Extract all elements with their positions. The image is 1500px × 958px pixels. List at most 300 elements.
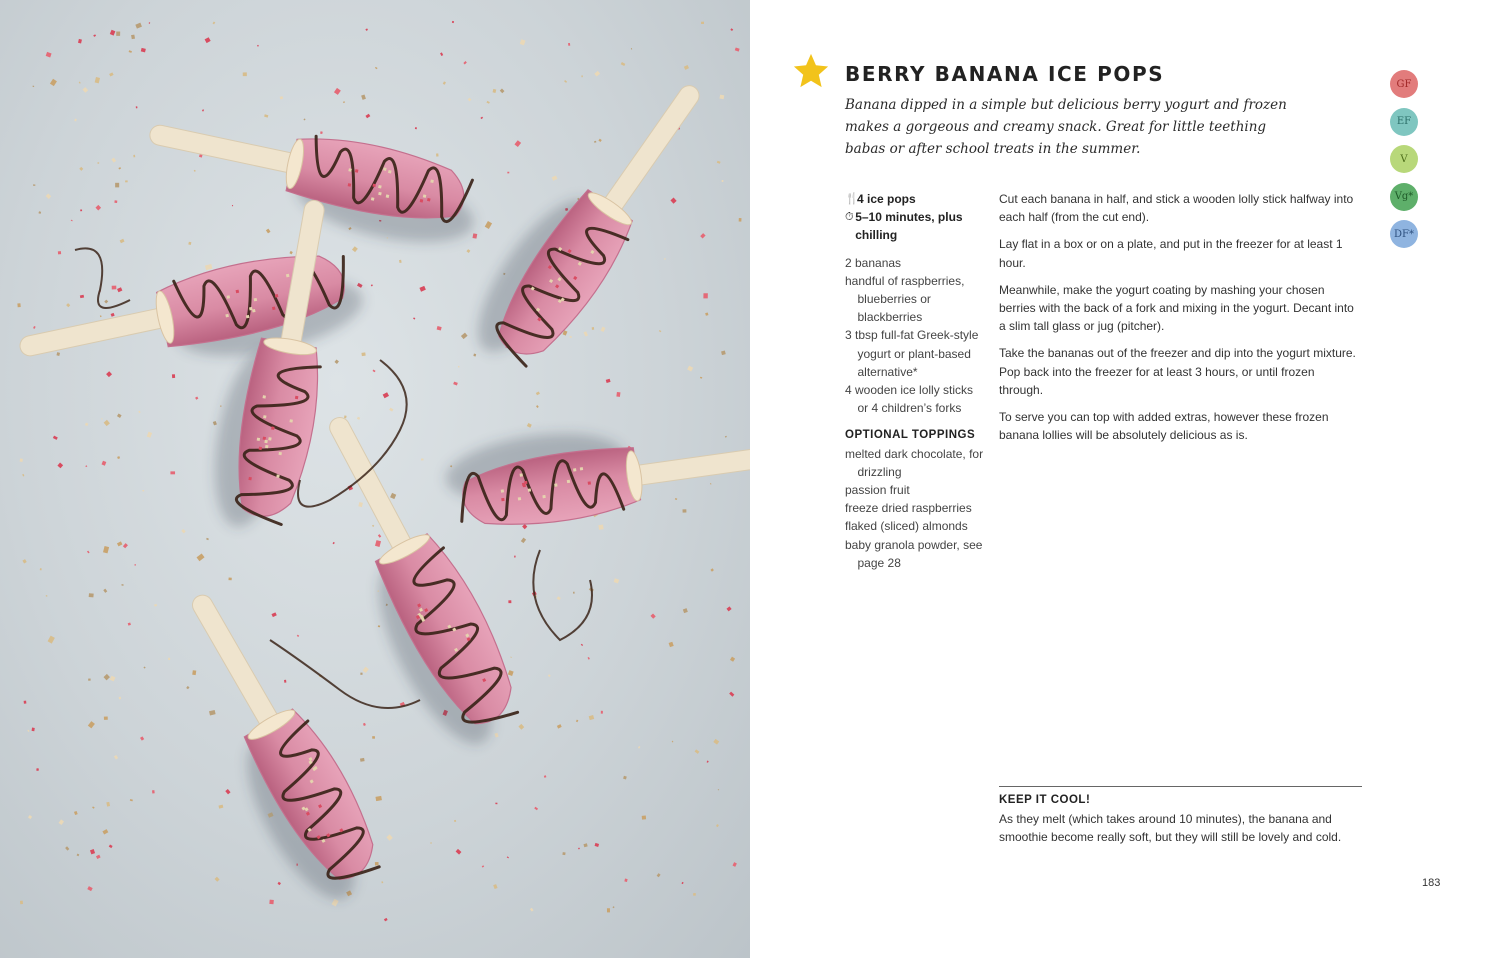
crumb <box>117 413 122 417</box>
crumb <box>557 724 562 728</box>
crumb <box>494 733 498 738</box>
crumb <box>493 884 497 889</box>
recipe-intro: Banana dipped in a simple but delicious berry yogurt and frozen makes a gorgeous and creamy snack. Great for little teething babas or after school treats in the summer. <box>845 97 1287 157</box>
crumb <box>695 749 700 754</box>
crumb <box>100 315 102 317</box>
crumb <box>284 680 286 683</box>
crumb <box>527 423 532 428</box>
crumb <box>27 730 29 732</box>
crumb <box>623 776 627 780</box>
egg-free-badge: EF <box>1390 108 1418 136</box>
crumb <box>46 193 52 198</box>
crumb <box>598 525 603 530</box>
crumb <box>103 674 109 680</box>
crumb <box>573 592 575 594</box>
crumb <box>206 538 209 541</box>
crumb <box>616 392 620 397</box>
crumb <box>583 843 587 847</box>
topping-sprinkle <box>248 477 251 480</box>
crumb <box>125 180 128 182</box>
crumb <box>20 901 23 905</box>
crumb <box>595 843 600 847</box>
topping-sprinkle <box>423 194 427 198</box>
crumb <box>138 411 140 414</box>
topping-sprinkle <box>573 468 576 471</box>
topping-sprinkle <box>523 484 526 487</box>
crumb <box>136 106 138 108</box>
crumb <box>57 463 63 469</box>
crumb <box>280 96 284 99</box>
crumb <box>436 153 439 156</box>
crumb <box>232 205 233 206</box>
topping-sprinkle <box>501 498 504 501</box>
crumb <box>80 295 84 298</box>
crumb <box>101 418 103 420</box>
crumb <box>480 117 483 120</box>
crumb <box>360 673 362 675</box>
recipe-title: BERRY BANANA ICE POPS <box>845 62 1165 86</box>
crumb <box>53 436 58 440</box>
crumb <box>415 127 417 129</box>
crumb <box>669 642 674 647</box>
crumb <box>544 775 547 778</box>
crumb <box>621 62 626 66</box>
crumb <box>22 559 26 563</box>
crumb <box>85 423 88 426</box>
crumb <box>514 555 516 557</box>
crumb <box>257 45 259 47</box>
crumb <box>228 577 231 580</box>
crumb <box>703 293 707 298</box>
crumb <box>534 807 538 811</box>
crumb <box>243 72 247 76</box>
topping-sprinkle <box>236 290 240 294</box>
crumb <box>74 811 78 815</box>
crumb <box>266 229 271 234</box>
ice-pop <box>149 578 396 914</box>
crumb <box>493 89 497 93</box>
crumb <box>192 670 196 675</box>
crumb <box>718 789 719 790</box>
crumb <box>33 184 35 185</box>
crumb <box>50 79 57 86</box>
crumb <box>202 109 204 111</box>
crumb <box>363 723 366 726</box>
crumb <box>209 710 216 715</box>
crumb <box>154 604 157 607</box>
method-step: Take the bananas out of the freezer and dip into the yogurt mixture. Pop back into the freezer for at least 3 hours, or until frozen through. <box>999 346 1356 397</box>
crumb <box>143 666 145 668</box>
topping-sprinkle <box>254 298 258 302</box>
crumb <box>135 23 142 29</box>
crumb <box>131 35 135 40</box>
crumb <box>117 456 120 459</box>
crumb <box>670 198 676 204</box>
topping-sprinkle <box>272 307 276 311</box>
crumb <box>17 303 20 307</box>
topping-sprinkle <box>249 307 253 311</box>
tip-body: As they melt (which takes around 10 minutes), the banana and smoothie become really soft, but they will still be lovely and cold. <box>999 812 1342 845</box>
toppings-heading: OPTIONAL TOPPINGS <box>845 429 976 442</box>
topping-sprinkle <box>528 488 531 491</box>
crumb <box>170 471 175 474</box>
crumb <box>360 758 365 762</box>
crumb <box>38 211 41 214</box>
topping-sprinkle <box>295 396 298 399</box>
crumb <box>33 326 36 329</box>
crumb <box>320 131 323 134</box>
crumb <box>507 172 509 174</box>
crumb <box>701 22 704 24</box>
servings <box>845 190 985 208</box>
crumb <box>700 377 702 379</box>
crumb <box>707 761 709 763</box>
crumb <box>114 755 118 760</box>
crumb <box>109 72 114 76</box>
crumb <box>536 405 539 408</box>
topping-item: melted dark chocolate, for drizzling <box>845 446 984 479</box>
crumb <box>181 529 185 533</box>
crumb <box>371 284 373 286</box>
crumb <box>213 421 217 425</box>
crumb <box>657 873 661 877</box>
crumb <box>110 30 116 36</box>
crumb <box>106 371 112 377</box>
crumb <box>413 317 415 319</box>
crumb <box>468 98 472 102</box>
crumb <box>357 417 360 420</box>
crumb <box>584 331 588 336</box>
crumb <box>59 819 64 825</box>
topping-sprinkle <box>542 495 545 498</box>
crumb <box>716 824 719 827</box>
crumb <box>700 233 705 238</box>
crumb <box>303 118 305 120</box>
crumb <box>601 327 606 332</box>
crumb <box>92 806 94 808</box>
crumb <box>683 509 687 512</box>
diet-badges <box>1390 70 1418 258</box>
crumb <box>730 657 735 662</box>
crumb <box>121 584 123 586</box>
topping-sprinkle <box>348 183 352 187</box>
crumb <box>381 881 383 883</box>
crumb <box>486 101 489 104</box>
crumb <box>507 856 509 858</box>
crumb <box>687 366 693 372</box>
crumb <box>581 644 583 646</box>
crumb <box>557 596 561 600</box>
crumb <box>93 34 96 37</box>
crumb <box>289 251 292 254</box>
crumb <box>717 161 721 164</box>
ingredient-list <box>845 254 985 418</box>
ingredients-column <box>845 190 985 572</box>
crumb <box>111 158 116 163</box>
crumb <box>333 542 335 544</box>
crumb <box>141 48 146 53</box>
crumb <box>120 239 125 243</box>
crumb <box>530 908 534 912</box>
topping-sprinkle <box>278 452 281 455</box>
crumb <box>495 803 497 805</box>
crumb <box>664 258 666 260</box>
crumb <box>343 101 345 103</box>
crumb <box>684 65 689 70</box>
crumb <box>82 87 88 93</box>
topping-item: baby granola powder, see page 28 <box>845 537 983 570</box>
crumb <box>373 370 376 373</box>
crumb <box>197 553 205 561</box>
topping-sprinkle <box>430 179 434 183</box>
topping-sprinkle <box>588 481 591 484</box>
crumb <box>87 886 92 891</box>
crumb <box>521 538 526 544</box>
chocolate-swirl <box>75 248 130 308</box>
crumb <box>74 119 76 122</box>
crumb <box>520 39 526 45</box>
crumb <box>548 674 551 677</box>
crumb <box>732 862 736 867</box>
topping-sprinkle <box>263 437 266 440</box>
topping-item: freeze dried raspberries <box>845 501 972 516</box>
crumb <box>568 43 570 46</box>
topping-sprinkle <box>580 467 583 470</box>
topping-sprinkle <box>386 194 390 198</box>
crumb <box>522 524 527 529</box>
topping-sprinkle <box>372 184 376 188</box>
crumb <box>384 918 388 921</box>
crumb <box>453 382 458 386</box>
crumb <box>576 720 578 723</box>
crumb <box>118 167 121 169</box>
topping-sprinkle <box>524 481 527 484</box>
topping-sprinkle <box>348 168 352 172</box>
crumb <box>624 879 627 882</box>
crumb <box>88 721 95 728</box>
crumb <box>705 312 708 315</box>
crumb <box>735 47 740 51</box>
crumb <box>96 855 101 859</box>
crumb <box>269 900 273 905</box>
crumb <box>508 670 514 676</box>
crumb <box>194 170 196 172</box>
ice-pop <box>458 56 724 382</box>
crumb <box>104 300 108 304</box>
crumb <box>650 614 655 619</box>
crumb <box>552 175 558 180</box>
topping-sprinkle <box>252 309 256 313</box>
crumb <box>116 31 120 35</box>
crumb <box>500 89 505 94</box>
topping-sprinkle <box>371 197 375 201</box>
crumb <box>65 846 69 850</box>
crumb <box>693 893 696 896</box>
crumb <box>88 678 91 680</box>
crumb <box>218 805 223 809</box>
gluten-free-badge: GF <box>1390 70 1418 98</box>
crumb <box>78 39 82 44</box>
topping-sprinkle <box>225 314 229 318</box>
topping-item: flaked (sliced) almonds <box>845 519 968 534</box>
crumb <box>188 242 191 245</box>
crumb <box>726 606 731 611</box>
crumb <box>28 815 32 819</box>
crumb <box>659 330 661 332</box>
crumb <box>90 849 95 854</box>
crumb <box>578 848 580 850</box>
crumb <box>152 790 155 793</box>
crumb <box>562 852 565 855</box>
crumb <box>172 374 175 378</box>
timer-icon: ⏱ <box>845 211 854 224</box>
topping-sprinkle <box>520 473 523 476</box>
crumb <box>358 502 363 507</box>
crumb <box>730 28 733 31</box>
crumb <box>168 658 170 660</box>
crumb <box>601 711 603 714</box>
crumb <box>106 802 110 807</box>
crumb <box>606 379 611 383</box>
crumb <box>682 882 684 884</box>
crumb <box>365 28 368 30</box>
crumb <box>564 80 567 83</box>
crumb <box>710 568 713 571</box>
crumb <box>56 352 60 356</box>
crumb <box>79 167 83 171</box>
crumb <box>473 233 478 238</box>
crumb <box>134 564 135 566</box>
crumb <box>598 139 601 142</box>
crumb <box>46 595 48 597</box>
topping-sprinkle <box>554 483 557 486</box>
crumb <box>372 525 374 527</box>
ingredient-item: 3 tbsp full-fat Greek-style yogurt or plant-based alternative* <box>845 328 979 379</box>
crumb <box>363 667 369 673</box>
crumb <box>710 483 712 485</box>
crumb <box>390 493 396 499</box>
ice-pops-group <box>13 56 750 914</box>
crumb <box>452 21 454 23</box>
crumb <box>612 906 614 908</box>
crumb <box>334 88 341 95</box>
crumb <box>485 221 492 229</box>
crumb <box>205 264 212 270</box>
crumb <box>372 736 375 739</box>
crumb <box>119 697 121 700</box>
topping-sprinkle <box>501 489 504 492</box>
servings-text: 4 ice pops <box>857 192 916 206</box>
crumb <box>672 741 674 743</box>
crumb <box>147 432 152 438</box>
vegan-badge: Vg* <box>1390 183 1418 211</box>
crumb <box>721 350 726 355</box>
crumb <box>642 816 646 820</box>
method-step: Meanwhile, make the yogurt coating by mashing your chosen berries with the back of a fork and mixing in the yogurt. Decant into a slim tall glass or jug (pitcher). <box>999 282 1354 334</box>
dairy-free-badge: DF* <box>1390 220 1418 248</box>
crumb <box>103 546 109 553</box>
crumb <box>375 796 381 801</box>
crumb <box>104 717 108 720</box>
topping-sprinkle <box>246 315 250 319</box>
crumb <box>114 200 117 203</box>
crumb <box>80 209 82 211</box>
crumb <box>334 359 338 363</box>
crumb <box>729 692 734 697</box>
crumb <box>20 458 23 462</box>
crumb <box>77 854 80 857</box>
star-icon <box>792 52 830 90</box>
crumb <box>454 820 456 822</box>
crumb <box>129 50 132 53</box>
crumb <box>361 94 366 99</box>
crumb <box>443 81 446 84</box>
topping-sprinkle <box>567 480 570 483</box>
crumb <box>389 408 393 412</box>
crumb <box>115 183 119 188</box>
crumb <box>514 140 521 147</box>
topping-sprinkle <box>268 437 271 440</box>
crumb <box>510 656 512 657</box>
topping-sprinkle <box>378 192 382 196</box>
crumb <box>365 114 370 119</box>
crumb <box>40 568 42 570</box>
crumb <box>518 724 524 730</box>
crumb <box>104 420 110 426</box>
tip-heading: KEEP IT COOL! <box>999 794 1091 806</box>
crumb <box>102 461 107 466</box>
crumb <box>97 162 99 164</box>
crumb <box>399 260 402 263</box>
crumb <box>117 541 122 546</box>
crumb <box>631 48 632 50</box>
crumb <box>375 862 379 865</box>
topping-sprinkle <box>265 445 268 448</box>
crumb <box>48 636 55 644</box>
crumb <box>588 657 590 660</box>
crumb <box>32 85 34 87</box>
crumb <box>22 474 24 477</box>
prep-time <box>845 208 985 244</box>
crumb <box>130 799 133 801</box>
topping-sprinkle <box>264 440 267 443</box>
topping-sprinkle <box>275 294 279 298</box>
crumb <box>607 908 610 912</box>
ingredient-item: 4 wooden ice lolly sticks or 4 children’s forks <box>845 383 974 416</box>
crumb <box>482 865 484 867</box>
crumb <box>461 333 468 340</box>
crumb <box>58 251 61 254</box>
crumb <box>421 459 424 461</box>
crumb <box>111 313 115 317</box>
cutlery-icon: 🍴 <box>845 193 859 205</box>
crumb <box>378 625 380 627</box>
crumb <box>66 303 70 307</box>
crumb <box>508 600 511 603</box>
tip-divider <box>999 786 1362 787</box>
crumb <box>713 739 719 745</box>
topping-sprinkle <box>289 419 292 422</box>
crumb <box>297 635 299 637</box>
crumb <box>375 67 378 69</box>
crumb <box>213 21 216 24</box>
crumb <box>36 768 39 771</box>
crumb <box>332 899 339 907</box>
crumb <box>71 220 73 222</box>
crumb <box>32 728 35 732</box>
crumb <box>352 246 358 252</box>
crumb <box>456 849 462 855</box>
